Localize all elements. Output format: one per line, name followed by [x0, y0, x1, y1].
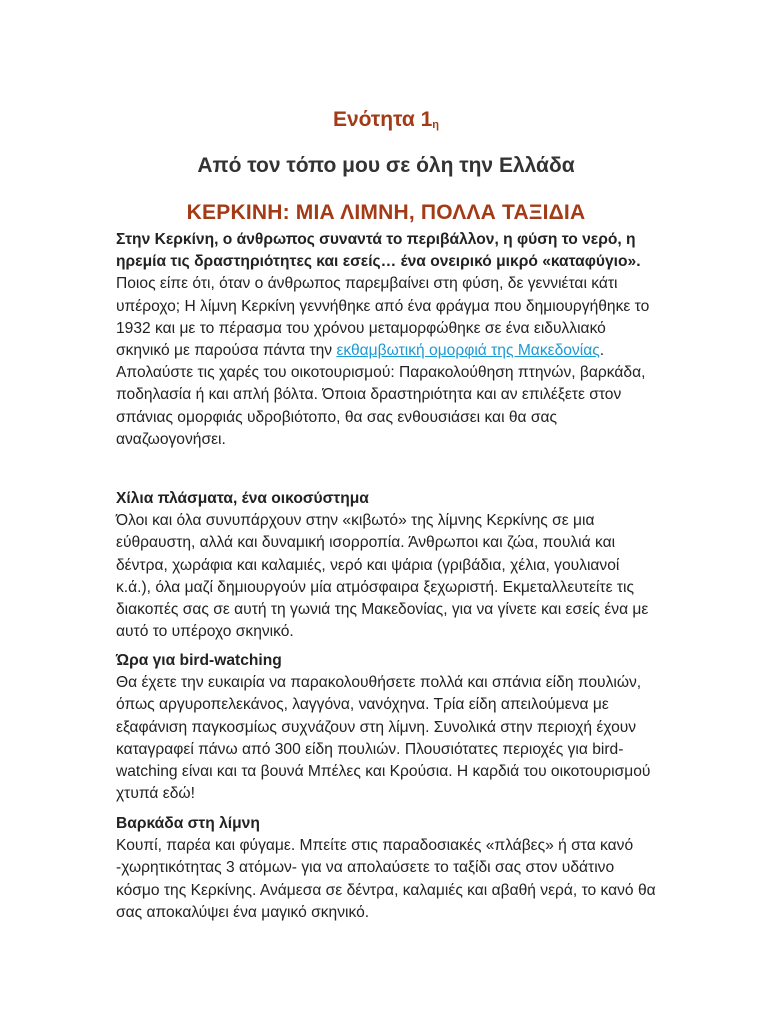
section-bird-watching — [116, 650, 656, 805]
unit-title — [116, 108, 656, 132]
section-text: Θα έχετε την ευκαιρία να παρακολουθήσετε πολλά και σπάνια είδη πουλιών, όπως αργυροπελεκάνος, λαγγόνα, νανόχηνα. Τρία είδη απειλούμενα με εξαφάνιση παγκοσμίως συχνάζουν στη λίμνη. Συνολικά στην περιοχή έχουν καταγραφεί πάνω από 300 είδη πουλιών. Πλουσιότατες περιοχές για bird-watching είναι και τα βουνά Μπέλες και Κρούσια. Η καρδιά του οικοτουρισμού χτυπά εδώ! — [116, 674, 651, 803]
section-title: Βαρκάδα στη λίμνη — [116, 815, 260, 832]
intro-text-after-link: . Απολαύστε τις χαρές του οικοτουρισμού: Παρακολούθηση πτηνών, βαρκάδα, ποδηλασία ή και απλή βόλτα. Όποια δραστηριότητα και αν επιλέξετε στον σπάνιας ομορφιάς υδροβιότοπο, θα σας ενθουσιάσει και θα σας αναζωογονήσει. — [116, 342, 646, 448]
article-heading: ΚΕΡΚΙΝΗ: ΜΙΑ ΛΙΜΝΗ, ΠΟΛΛΑ ΤΑΞΙΔΙΑ — [186, 201, 586, 224]
macedonia-beauty-link[interactable]: εκθαμβωτική ομορφιά της Μακεδονίας — [336, 342, 600, 360]
section-text: Κουπί, παρέα και φύγαμε. Μπείτε στις παραδοσιακές «πλάβες» ή στα κανό -χωρητικότητας 3 ατόμων- για να απολαύσετε το ταξίδι σας στον υδάτινο κόσμο της Κερκίνης. Ανάμεσα σε δέντρα, καλαμιές και αβαθή νερά, το κανό θα σας αποκαλύψει ένα μαγικό σκηνικό. — [116, 837, 656, 921]
section-text: Όλοι και όλα συνυπάρχουν στην «κιβωτό» της λίμνης Κερκίνης σε μια εύθραυστη, αλλά και δυναμική ισορροπία. Άνθρωποι και ζώα, πουλιά και δέντρα, χωράφια και καλαμιές, νερό και ψάρια (γριβάδια, χέλια, γουλιανοί κ.ά.), όλα μαζί δημιουργούν μία ατμόσφαιρα ξεχωριστή. Εκμεταλλευτείτε τις διακοπές σας σε αυτή τη γωνιά της Μακεδονίας, για να γίνετε και εσείς ένα με αυτό το υπέροχο σκηνικό. — [116, 512, 649, 641]
section-title: Χίλια πλάσματα, ένα οικοσύστημα — [116, 490, 369, 507]
section-ecosystem — [116, 488, 656, 643]
unit-suffix: η — [432, 119, 440, 131]
section-boating — [116, 813, 656, 924]
section-title: Ώρα για bird-watching — [116, 652, 282, 669]
intro-section — [116, 229, 656, 451]
intro-lead: Στην Κερκίνη, ο άνθρωπος συναντά το περιβάλλον, η φύση το νερό, η ηρεμία τις δραστηριότητες και εσείς… ένα ονειρικό μικρό «καταφύγιο». — [116, 231, 641, 271]
intro-text-before-link: Ποιος είπε ότι, όταν ο άνθρωπος παρεμβαίνει στη φύση, δε γεννιέται κάτι υπέροχο; Η λίμνη Κερκίνη γεννήθηκε από ένα φράγμα που δημιουργήθηκε το 1932 και με το πέρασμα του χρόνου μεταμορφώθηκε σε ένα ειδυλλιακό σκηνικό με παρούσα πάντα την — [116, 275, 650, 360]
page-subtitle: Από τον τόπο μου σε όλη την Ελλάδα — [197, 154, 575, 177]
unit-label: Ενότητα 1 — [332, 108, 433, 131]
